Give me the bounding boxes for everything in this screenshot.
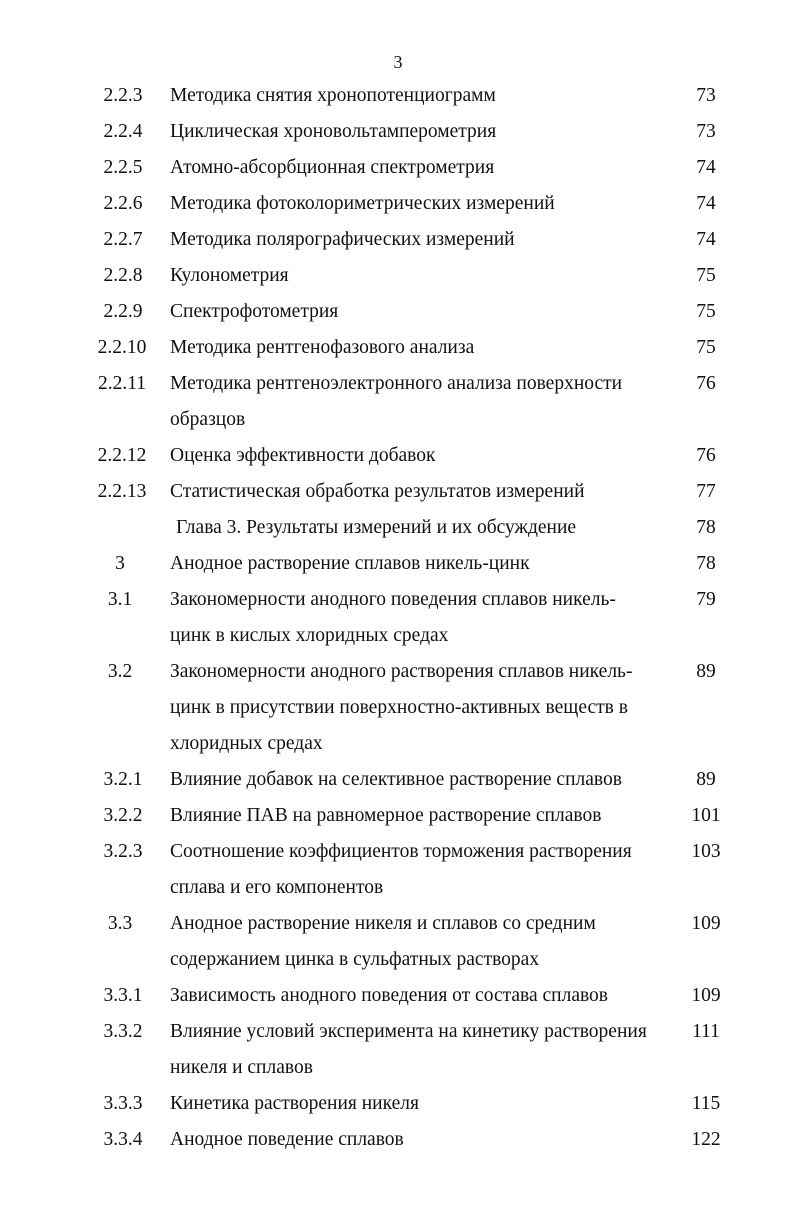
toc-page-number: 73: [696, 121, 716, 142]
toc-page-number: 109: [691, 913, 721, 934]
toc-section-number: 3.3.4: [103, 1129, 143, 1150]
toc-entry: [0, 585, 796, 615]
toc-entry-continuation: [0, 873, 796, 903]
toc-title: Статистическая обработка результатов измерений: [170, 481, 585, 502]
toc-entry: [0, 81, 796, 111]
toc-page-number: 74: [696, 193, 716, 214]
toc-entry-continuation: [0, 693, 796, 723]
toc-entry: [0, 117, 796, 147]
toc-entry: [0, 153, 796, 183]
toc-page-number: 111: [692, 1021, 720, 1042]
toc-section-number: 2.2.7: [103, 229, 143, 250]
toc-title: Методика рентгенофазового анализа: [170, 337, 475, 358]
toc-section-number: 3.3: [107, 913, 133, 934]
toc-page-number: 73: [696, 85, 716, 106]
toc-title: Кинетика растворения никеля: [170, 1093, 419, 1114]
toc-entry-continuation: [0, 729, 796, 759]
page-number: 3: [393, 52, 403, 72]
toc-page-number: 75: [696, 337, 716, 358]
toc-entry: [0, 369, 796, 399]
toc-section-number: 3.2: [107, 661, 133, 682]
toc-section-number: 2.2.10: [97, 337, 147, 358]
toc-section-number: 3.3.3: [103, 1093, 143, 1114]
toc-section-number: 2.2.6: [103, 193, 143, 214]
toc-entry: [0, 225, 796, 255]
toc-entry: [0, 1089, 796, 1119]
toc-section-number: 2.2.4: [103, 121, 143, 142]
toc-title: Влияние ПАВ на равномерное растворение сплавов: [170, 805, 602, 826]
toc-title: Влияние условий эксперимента на кинетику растворения: [170, 1021, 647, 1042]
toc-title: цинк в кислых хлоридных средах: [170, 625, 449, 646]
toc-section-number: 2.2.9: [103, 301, 143, 322]
toc-page-number: 89: [696, 769, 716, 790]
toc-section-number: 2.2.5: [103, 157, 143, 178]
toc-title: Глава 3. Результаты измерений и их обсуждение: [176, 517, 577, 538]
toc-title: Анодное растворение сплавов никель-цинк: [170, 553, 530, 574]
toc-entry: [0, 189, 796, 219]
toc-section-number: 3.2.3: [103, 841, 143, 862]
toc-title: цинк в присутствии поверхностно-активных веществ в: [170, 697, 628, 718]
toc-title: Методика фотоколориметрических измерений: [170, 193, 555, 214]
toc-title: Анодное поведение сплавов: [170, 1129, 404, 1150]
toc-entry-continuation: [0, 405, 796, 435]
toc-section-number: 2.2.8: [103, 265, 143, 286]
toc-section-number: 3.2.1: [103, 769, 143, 790]
toc-title: Кулонометрия: [170, 265, 289, 286]
toc-entry: [0, 657, 796, 687]
toc-page-number: 79: [696, 589, 716, 610]
toc-entry: [0, 1017, 796, 1047]
toc-section-number: 3.2.2: [103, 805, 143, 826]
toc-section-number: 2.2.12: [97, 445, 147, 466]
toc-title: Влияние добавок на селективное растворение сплавов: [170, 769, 622, 790]
toc-entry: [0, 909, 796, 939]
toc-entry: [0, 441, 796, 471]
toc-entry: [0, 801, 796, 831]
toc-title: Анодное растворение никеля и сплавов со средним: [170, 913, 596, 934]
toc-page-number: 75: [696, 301, 716, 322]
toc-page-number: 115: [691, 1093, 721, 1114]
toc-entry: [0, 765, 796, 795]
toc-section-number: 3: [115, 553, 125, 574]
toc-section-number: 2.2.3: [103, 85, 143, 106]
toc-entry: [0, 981, 796, 1011]
toc-page-number: 76: [696, 373, 716, 394]
toc-entry: [0, 297, 796, 327]
toc-chapter-heading: [0, 513, 796, 543]
toc-section-number: 3.3.1: [103, 985, 143, 1006]
toc-section-number: 3.1: [107, 589, 133, 610]
toc-entry-continuation: [0, 621, 796, 651]
toc-page-number: 78: [696, 517, 716, 538]
toc-title: образцов: [170, 409, 246, 430]
toc-title: никеля и сплавов: [170, 1057, 313, 1078]
toc-page-number: 103: [691, 841, 721, 862]
toc-entry: [0, 333, 796, 363]
toc-page-number: 76: [696, 445, 716, 466]
toc-title: Оценка эффективности добавок: [170, 445, 436, 466]
toc-page-number: 109: [691, 985, 721, 1006]
toc-title: Спектрофотометрия: [170, 301, 339, 322]
toc-title: содержанием цинка в сульфатных растворах: [170, 949, 540, 970]
toc-title: Закономерности анодного растворения сплавов никель-: [170, 661, 633, 682]
toc-title: Методика полярографических измерений: [170, 229, 515, 250]
toc-title: хлоридных средах: [170, 733, 323, 754]
toc-section-number: 2.2.11: [97, 373, 147, 394]
toc-title: Атомно-абсорбционная спектрометрия: [170, 157, 495, 178]
toc-page-number: 74: [696, 157, 716, 178]
toc-title: Соотношение коэффициентов торможения растворения: [170, 841, 632, 862]
toc-entry: [0, 837, 796, 867]
toc-title: Циклическая хроновольтамперометрия: [170, 121, 497, 142]
toc-page-number: 101: [691, 805, 721, 826]
toc-entry-continuation: [0, 1053, 796, 1083]
toc-page-number: 89: [696, 661, 716, 682]
toc-title: Закономерности анодного поведения сплавов никель-: [170, 589, 616, 610]
toc-entry: [0, 261, 796, 291]
toc-page-number: 75: [696, 265, 716, 286]
toc-entry: [0, 549, 796, 579]
toc-title: Методика снятия хронопотенциограмм: [170, 85, 496, 106]
toc-section-number: 3.3.2: [103, 1021, 143, 1042]
toc-page-number: 122: [691, 1129, 721, 1150]
toc-page-number: 74: [696, 229, 716, 250]
toc-title: Зависимость анодного поведения от состава сплавов: [170, 985, 609, 1006]
toc-title: сплава и его компонентов: [170, 877, 384, 898]
toc-section-number: 2.2.13: [97, 481, 147, 502]
toc-entry: [0, 1125, 796, 1155]
toc-entry: [0, 477, 796, 507]
toc-page-number: 78: [696, 553, 716, 574]
toc-title: Методика рентгеноэлектронного анализа поверхности: [170, 373, 623, 394]
toc-page-number: 77: [696, 481, 716, 502]
toc-entry-continuation: [0, 945, 796, 975]
